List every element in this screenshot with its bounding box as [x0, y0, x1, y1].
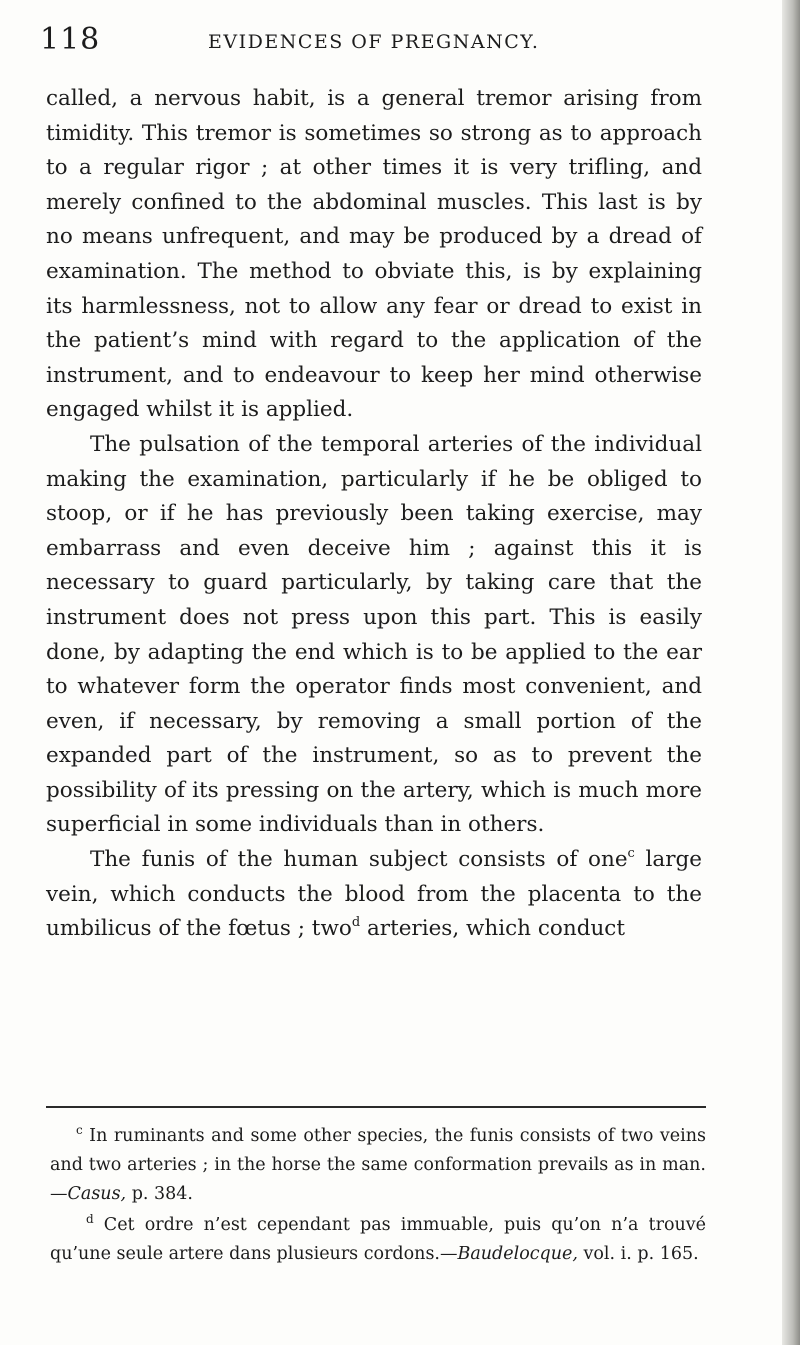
paragraph-temporal-arteries: The pulsation of the temporal arteries of the individual making the examination, particularly if he be obliged to stoop, or if he has previously been taking exercise, may embarrass and even deceive him ; against this it is necessary to guard particularly, by taking care that the instrument does not press upon this part. This is easily done, by adapting the end which is to be applied to the ear to whatever form the operator finds most convenient, and even, if necessary, by removing a small portion of the expanded part of the instrument, so as to prevent the possibility of its pressing on the artery, which is much more superficial in some individuals than in others. [46, 431, 702, 838]
footnotes [50, 1122, 706, 1269]
footnote-d [50, 1211, 706, 1269]
footnote-c-text: In ruminants and some other species, the funis consists of two veins and two arteries ; in the horse the same conformation prevails as in man.— [50, 1126, 706, 1204]
footnote-c-end: p. 384. [126, 1184, 193, 1204]
paragraph-funis [46, 843, 702, 947]
body-text [46, 82, 702, 947]
page-header [40, 22, 700, 62]
footnote-c-citation: Casus, [67, 1184, 127, 1204]
funis-text-part-1: The funis of the human subject consists of one [90, 847, 628, 873]
footnote-c-mark: c [76, 1123, 83, 1137]
footnote-d-end: vol. i. p. 165. [577, 1244, 699, 1264]
page-number: 118 [40, 22, 101, 57]
footnote-d-text: Cet ordre n’est cependant pas immuable, puis qu’on n’a trouvé qu’une seule artere dans plusieurs cordons.— [50, 1215, 706, 1264]
page-edge-shadow [782, 0, 800, 1345]
paragraph-continued: called, a nervous habit, is a general tremor arising from timidity. This tremor is sometimes so strong as to approach to a regular rigor ; at other times it is very trifling, and merely confined to the abdominal muscles. This last is by no means unfrequent, and may be produced by a dread of examination. The method to obviate this, is by explaining its harmlessness, not to allow any fear or dread to exist in the patient’s mind with regard to the application of the instrument, and to endeavour to keep her mind otherwise engaged whilst it is applied. [46, 86, 702, 423]
footnote-divider [46, 1106, 706, 1108]
funis-text-part-2: large vein, which conducts the blood from the placenta to the umbilicus of the fœtus ; two [46, 847, 702, 942]
footnote-ref-d[interactable]: d [351, 915, 361, 931]
footnote-d-mark: d [86, 1212, 94, 1226]
footnote-ref-c[interactable]: c [627, 846, 635, 862]
footnote-c [50, 1122, 706, 1209]
footnote-d-citation: Baudelocque, [457, 1244, 578, 1264]
funis-text-part-3: arteries, which conduct [360, 916, 625, 942]
running-head: EVIDENCES OF PREGNANCY. [208, 31, 540, 53]
